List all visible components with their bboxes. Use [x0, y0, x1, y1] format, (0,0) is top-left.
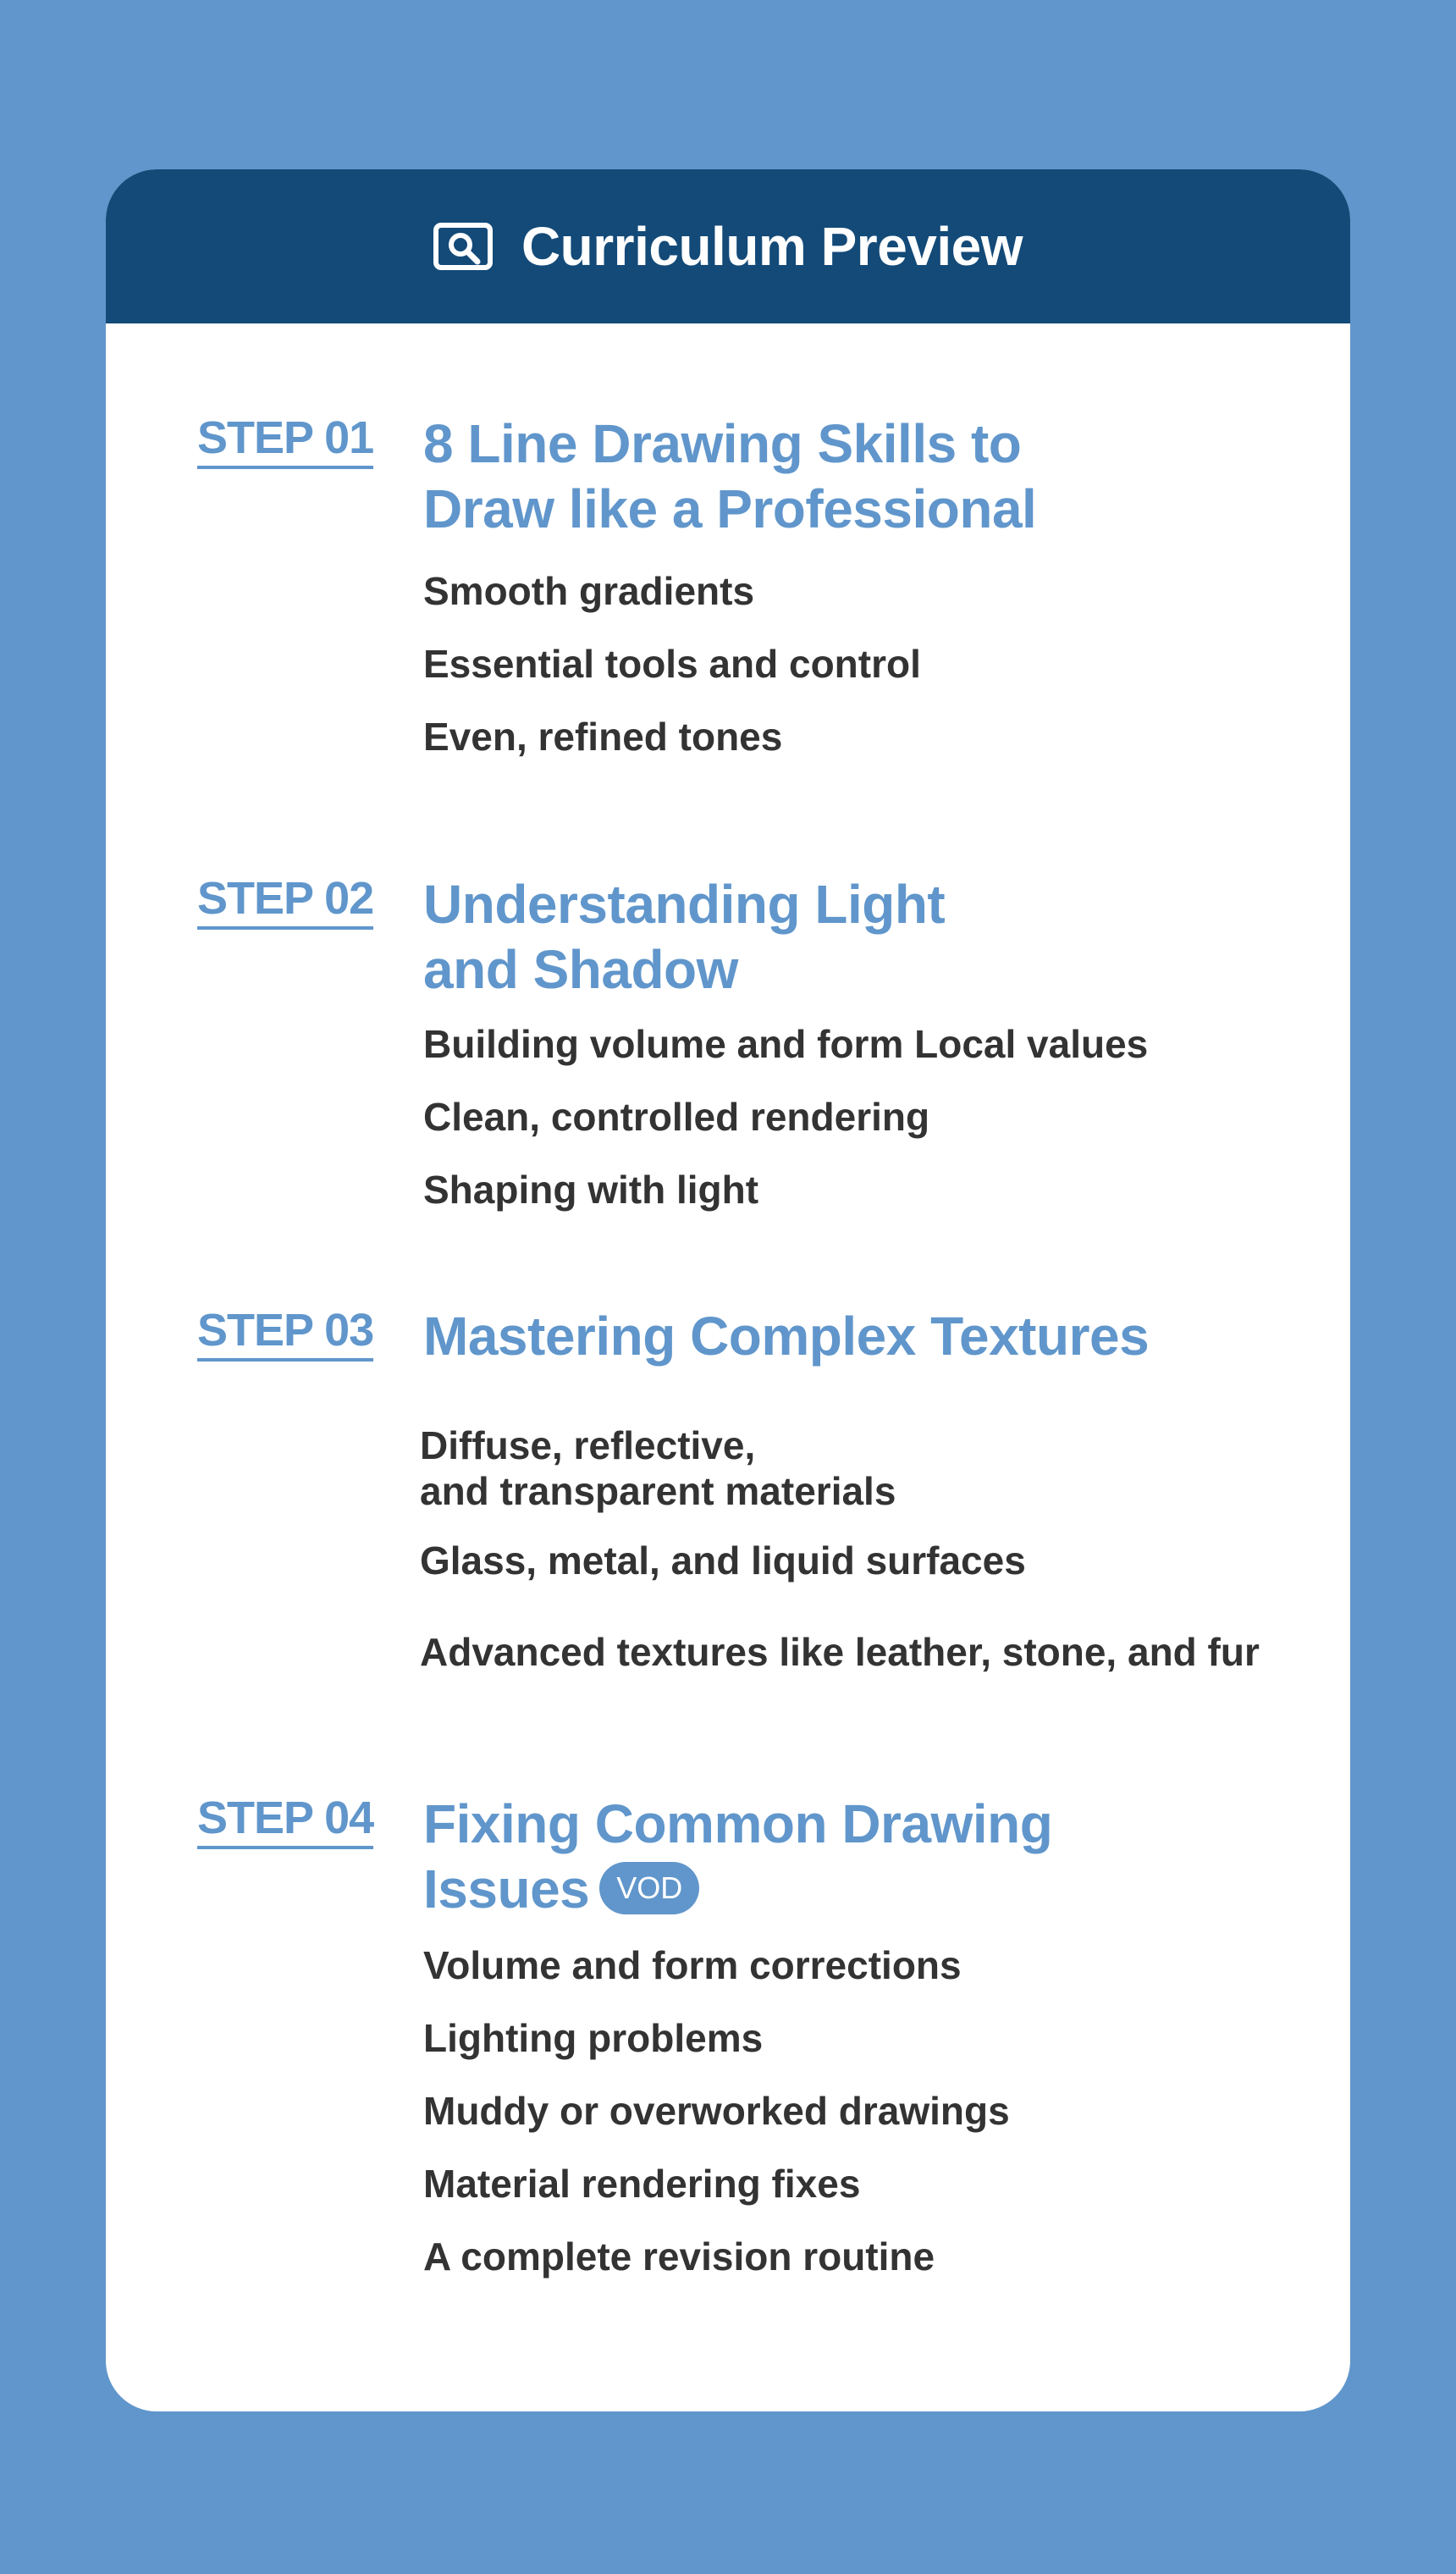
list-item: Smooth gradients [423, 569, 755, 613]
step-label: STEP 03 [197, 1304, 373, 1362]
step-label: STEP 02 [197, 872, 373, 930]
step-title [423, 872, 945, 1003]
list-item-line: and transparent materials [420, 1469, 896, 1513]
search-image-icon [433, 223, 493, 270]
step-title-line: Mastering Complex Textures [423, 1306, 1150, 1367]
card-header [106, 169, 1350, 323]
step-title-line: Understanding Light [423, 874, 946, 935]
list-item: Clean, controlled rendering [423, 1095, 930, 1139]
step-title-line: and Shadow [423, 939, 738, 1000]
list-item: Advanced textures like leather, stone, and fur [420, 1630, 1260, 1674]
step-title [423, 1304, 1149, 1369]
list-item [420, 1422, 896, 1514]
list-item: Lighting problems [423, 2016, 764, 2060]
step-label: STEP 01 [197, 412, 373, 469]
step-title-line [423, 1857, 1052, 1922]
step-title-line: Fixing Common Drawing [423, 1793, 1053, 1854]
step-title-line: Draw like a Professional [423, 478, 1037, 539]
step-label: STEP 04 [197, 1792, 373, 1849]
list-item: Muddy or overworked drawings [423, 2089, 1010, 2133]
vod-badge: VOD [599, 1862, 699, 1914]
step-title [423, 1792, 1052, 1922]
list-item: Building volume and form Local values [423, 1022, 1149, 1066]
page-title: Curriculum Preview [521, 216, 1023, 277]
list-item: Glass, metal, and liquid surfaces [420, 1538, 1026, 1583]
step-title-text: Issues [423, 1859, 590, 1919]
step-title-line: 8 Line Drawing Skills to [423, 413, 1022, 474]
list-item: Essential tools and control [423, 642, 921, 686]
list-item-line: Diffuse, reflective, [420, 1423, 756, 1467]
list-item: Shaping with light [423, 1168, 759, 1212]
list-item: Even, refined tones [423, 715, 783, 759]
list-item: Material rendering fixes [423, 2162, 861, 2206]
curriculum-card [106, 169, 1350, 2411]
list-item: A complete revision routine [423, 2234, 935, 2278]
list-item: Volume and form corrections [423, 1943, 962, 1987]
step-title [423, 412, 1036, 542]
